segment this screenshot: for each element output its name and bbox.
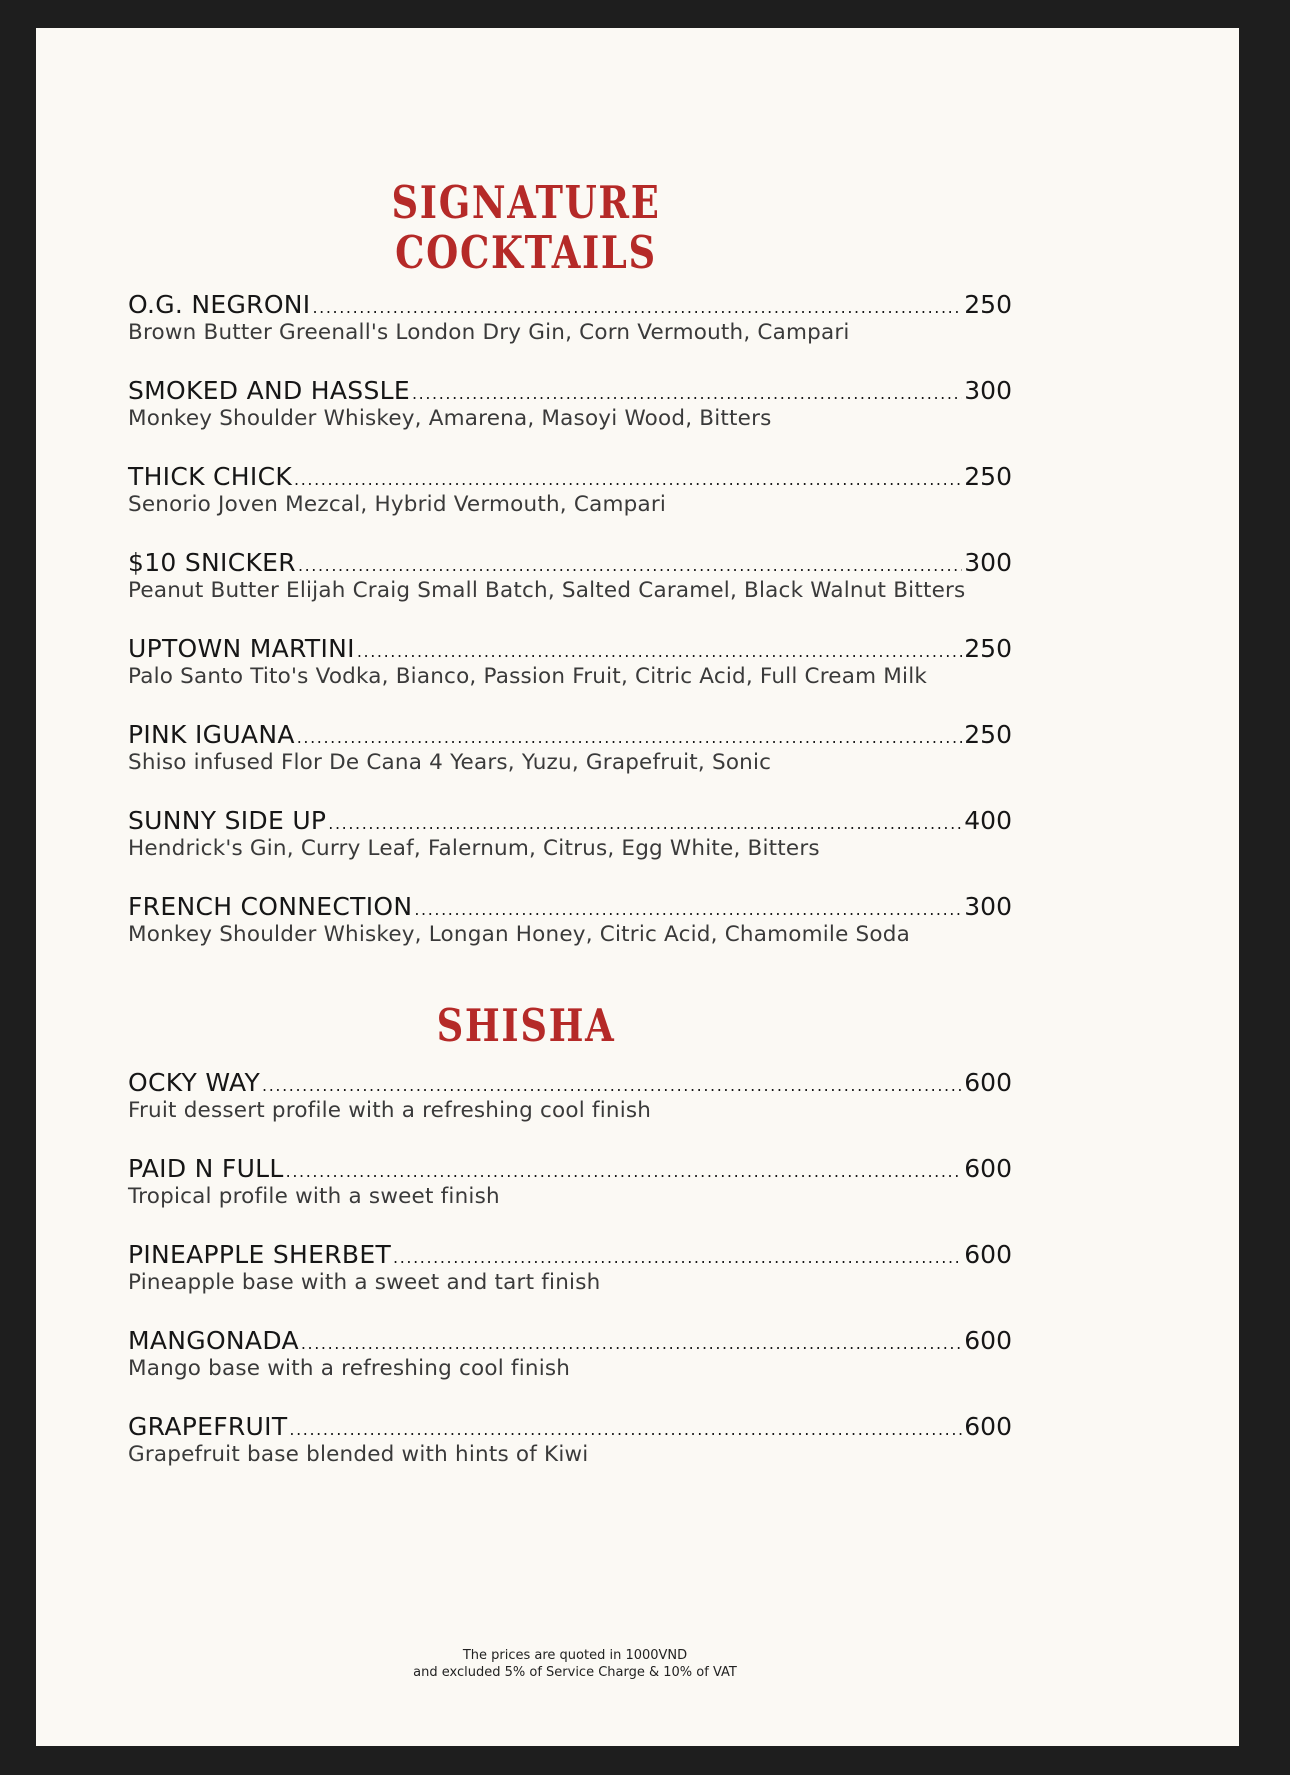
dot-leader	[286, 1164, 963, 1180]
item-price: 250	[964, 634, 1012, 663]
menu-item	[128, 290, 1012, 345]
dot-leader	[289, 1422, 962, 1438]
item-description: Monkey Shoulder Whiskey, Amarena, Masoyi Wood, Bitters	[128, 406, 772, 431]
item-price: 250	[964, 462, 1012, 491]
menu-item	[128, 806, 1012, 861]
item-description: Tropical profile with a sweet finish	[128, 1184, 500, 1209]
item-price: 300	[964, 376, 1012, 405]
dot-leader	[393, 1250, 962, 1266]
menu-item	[128, 1240, 1012, 1295]
item-name: UPTOWN MARTINI	[128, 634, 355, 663]
item-description: Shiso infused Flor De Cana 4 Years, Yuzu, Grapefruit, Sonic	[128, 750, 772, 775]
menu-item	[128, 1412, 1012, 1467]
menu-item	[128, 1326, 1012, 1381]
dot-leader	[301, 1336, 962, 1352]
shisha-title	[124, 1001, 928, 1051]
item-name: PINEAPPLE SHERBET	[128, 1240, 392, 1269]
item-name: OCKY WAY	[128, 1068, 261, 1097]
item-description: Hendrick's Gin, Curry Leaf, Falernum, Citrus, Egg White, Bitters	[128, 836, 820, 861]
menu-item	[128, 892, 1012, 947]
item-price: 300	[964, 548, 1012, 577]
item-price: 600	[964, 1240, 1012, 1269]
item-name: THICK CHICK	[128, 462, 293, 491]
item-description: Brown Butter Greenall's London Dry Gin, Corn Vermouth, Campari	[128, 320, 850, 345]
dot-leader	[297, 730, 963, 746]
menu-item	[128, 548, 1012, 603]
dot-leader	[412, 386, 962, 402]
item-price: 250	[964, 720, 1012, 749]
dot-leader	[294, 472, 962, 488]
menu-item	[128, 720, 1012, 775]
item-name: $10 SNICKER	[128, 548, 296, 577]
menu-item	[128, 376, 1012, 431]
item-price: 600	[964, 1412, 1012, 1441]
item-price: 300	[964, 892, 1012, 921]
title-line: SHISHA	[436, 999, 616, 1052]
item-description: Peanut Butter Elijah Craig Small Batch, Salted Caramel, Black Walnut Bitters	[128, 578, 966, 603]
item-name: O.G. NEGRONI	[128, 290, 311, 319]
dot-leader	[298, 558, 962, 574]
price-note	[36, 1647, 1114, 1681]
price-note-line: The prices are quoted in 1000VND	[462, 1648, 688, 1663]
menu-item	[128, 634, 1012, 689]
dot-leader	[312, 300, 962, 316]
item-price: 250	[964, 290, 1012, 319]
item-name: GRAPEFRUIT	[128, 1412, 288, 1441]
menu-item	[128, 1068, 1012, 1123]
item-price: 400	[964, 806, 1012, 835]
item-description: Fruit dessert profile with a refreshing cool finish	[128, 1098, 652, 1123]
item-description: Mango base with a refreshing cool finish	[128, 1356, 571, 1381]
item-price: 600	[964, 1326, 1012, 1355]
title-line: COCKTAILS	[395, 226, 657, 279]
item-description: Pineapple base with a sweet and tart finish	[128, 1270, 601, 1295]
price-note-line: and excluded 5% of Service Charge & 10% of VAT	[413, 1665, 737, 1680]
item-description: Senorio Joven Mezcal, Hybrid Vermouth, Campari	[128, 492, 667, 517]
item-price: 600	[964, 1068, 1012, 1097]
item-description: Monkey Shoulder Whiskey, Longan Honey, Citric Acid, Chamomile Soda	[128, 922, 910, 947]
item-description: Grapefruit base blended with hints of Kiwi	[128, 1442, 589, 1467]
dot-leader	[328, 816, 962, 832]
item-name: SMOKED AND HASSLE	[128, 376, 410, 405]
dot-leader	[262, 1078, 962, 1094]
item-name: PINK IGUANA	[128, 720, 295, 749]
item-name: PAID N FULL	[128, 1154, 284, 1183]
item-name: SUNNY SIDE UP	[128, 806, 327, 835]
menu-item	[128, 1154, 1012, 1209]
signature-cocktails-title	[124, 178, 928, 278]
menu-page	[36, 28, 1239, 1746]
item-description: Palo Santo Tito's Vodka, Bianco, Passion Fruit, Citric Acid, Full Cream Milk	[128, 664, 928, 689]
menu-item	[128, 462, 1012, 517]
item-price: 600	[964, 1154, 1012, 1183]
dot-leader	[414, 902, 962, 918]
title-line: SIGNATURE	[391, 176, 661, 229]
item-name: MANGONADA	[128, 1326, 299, 1355]
dot-leader	[357, 644, 962, 660]
item-name: FRENCH CONNECTION	[128, 892, 413, 921]
